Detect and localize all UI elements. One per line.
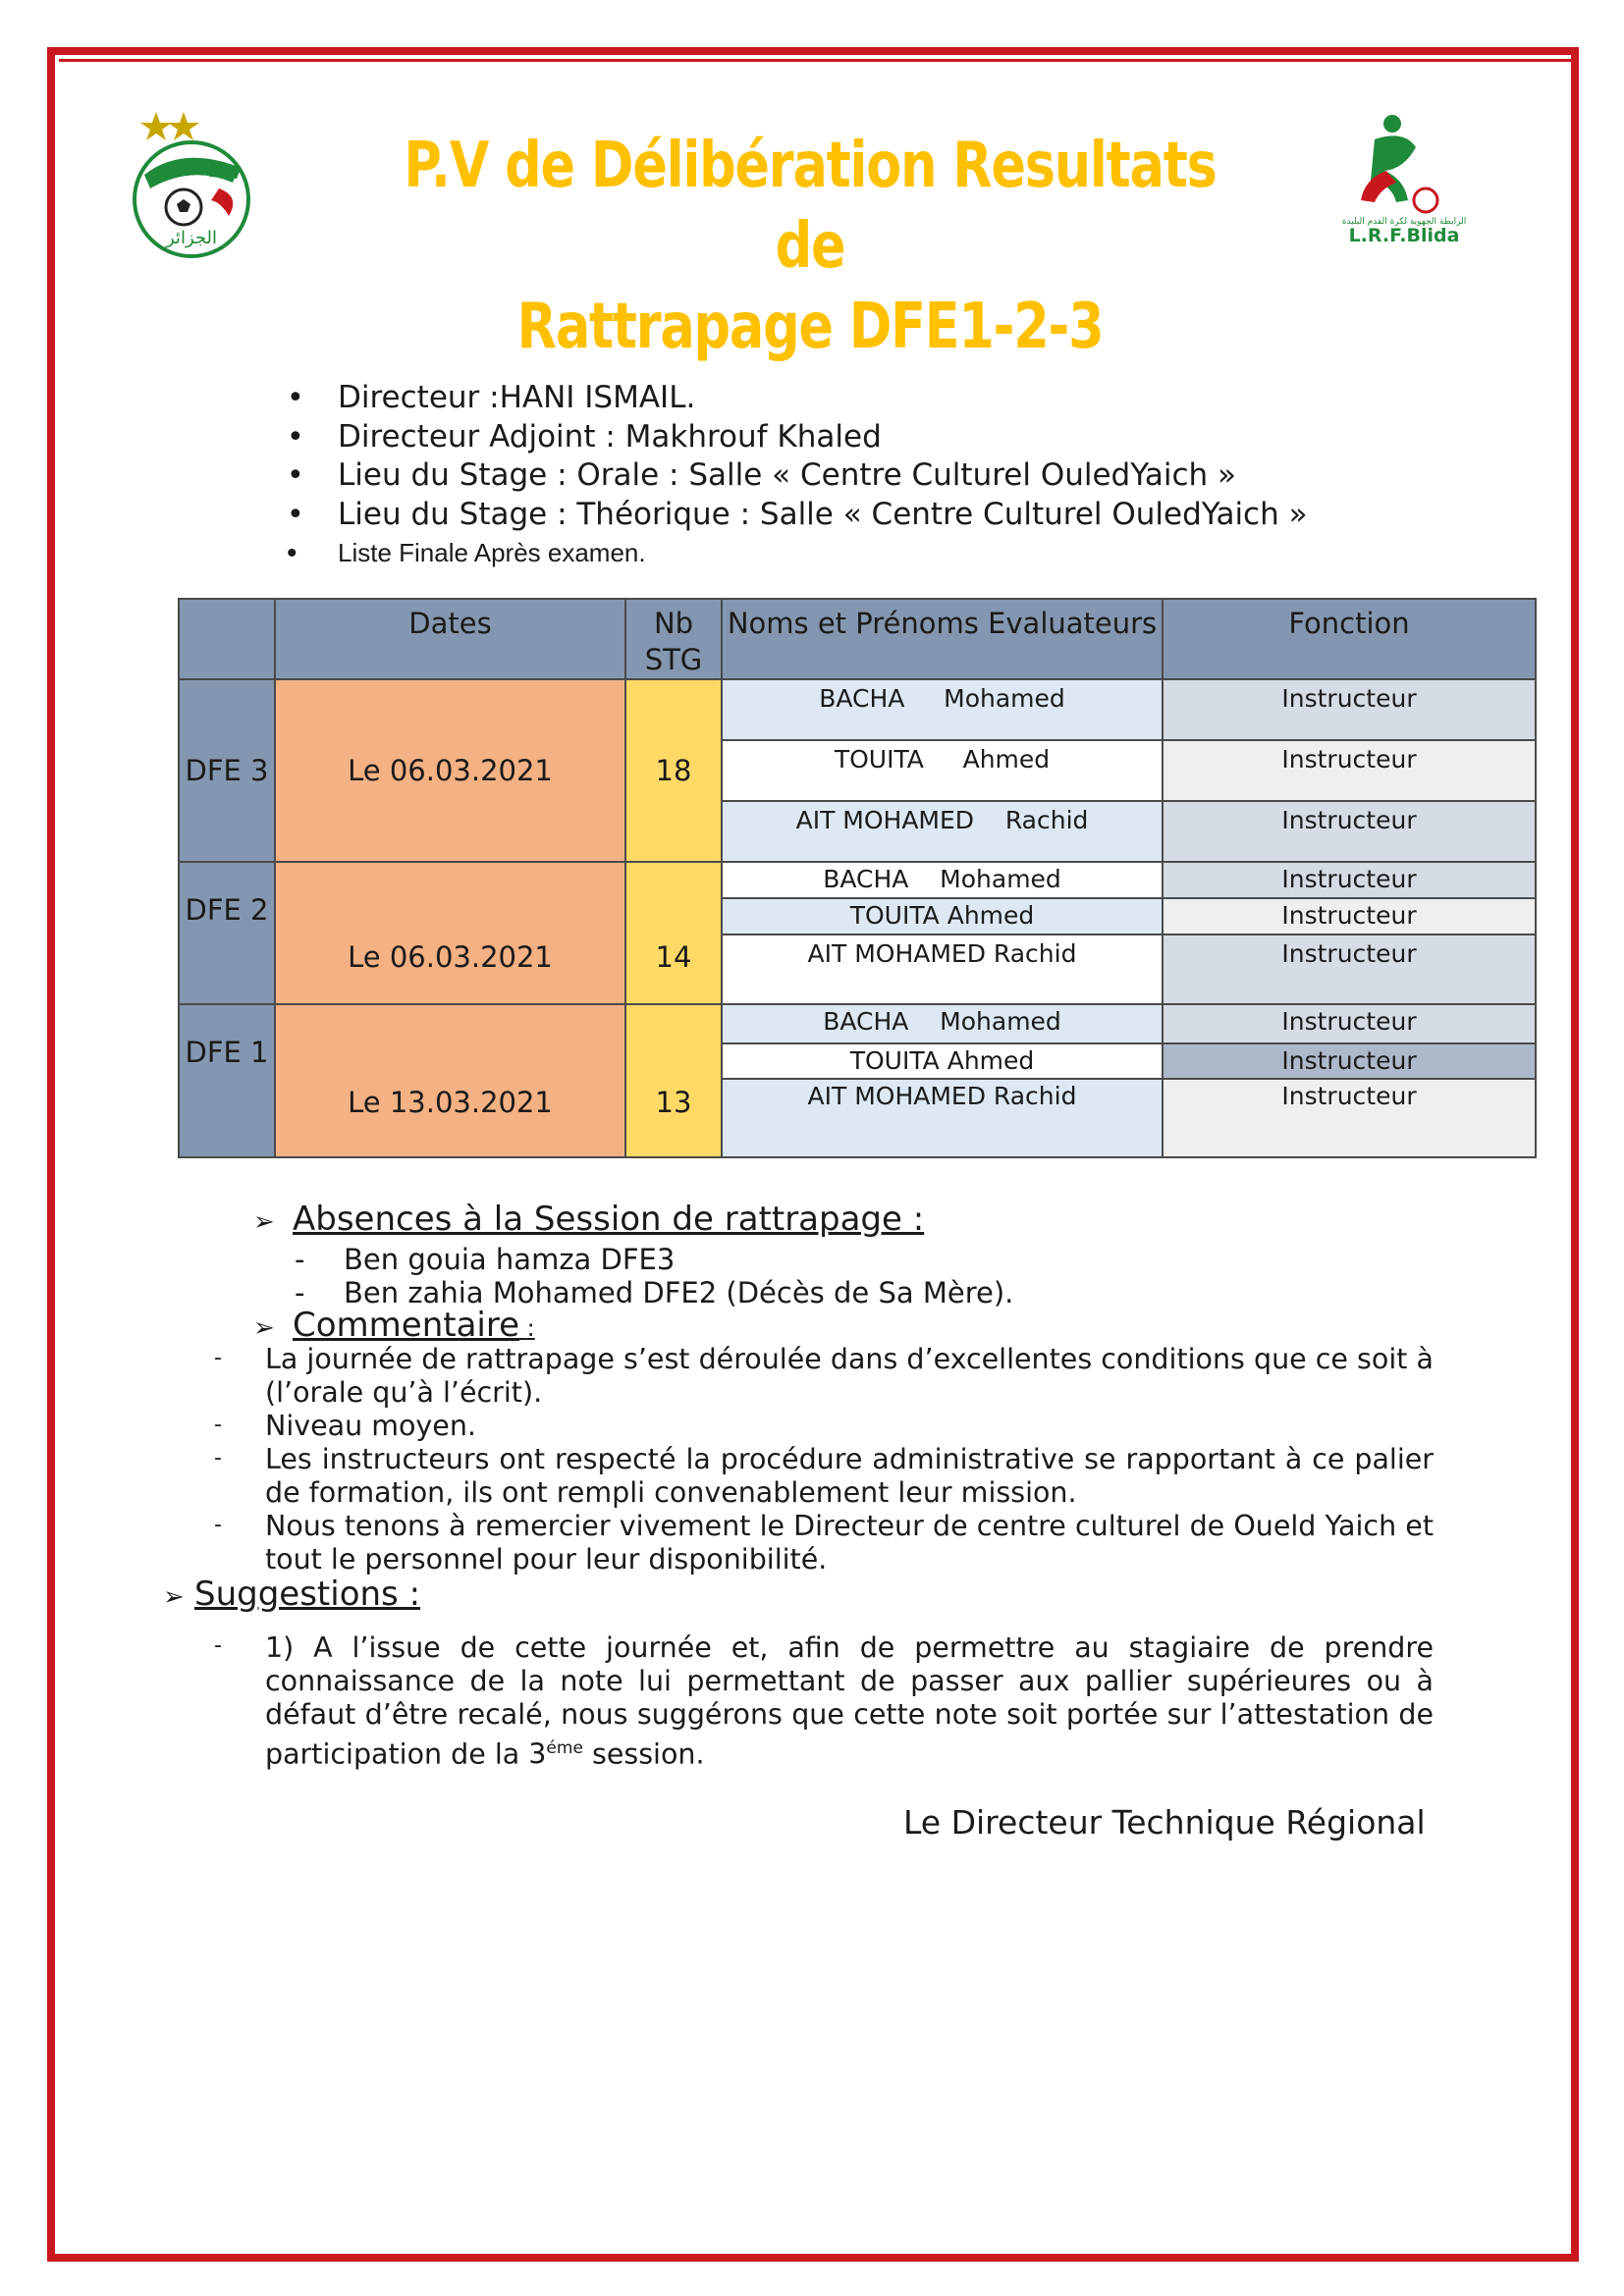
evaluator-name: BACHA Mohamed bbox=[722, 862, 1163, 898]
evaluator-name: AIT MOHAMED Rachid bbox=[722, 1079, 1163, 1157]
title-line-2: Rattrapage DFE1-2-3 bbox=[516, 291, 1104, 363]
nb-cell: 13 bbox=[625, 1004, 722, 1157]
arrow-bullet-icon: ➢ bbox=[163, 1582, 185, 1612]
absence-item: Ben zahia Mohamed DFE2 (Décès de Sa Mère). bbox=[344, 1276, 1014, 1309]
suggestion-text: 1) A l’issue de cette journée et, afin de permettre au stagiaire de prendre connaissance de la note lui permettant de passer aux pallier supérieures ou à défaut d’être recalé, nous suggérons que cette note soit portée sur l’attestation de participation de la $3^{éme}$ session. bbox=[265, 1631, 1434, 1771]
evaluator-name: TOUITA Ahmed bbox=[722, 898, 1163, 934]
comment-dash: - bbox=[214, 1413, 222, 1437]
arrow-bullet-icon: ➢ bbox=[253, 1313, 275, 1343]
absence-dash: - bbox=[295, 1276, 305, 1309]
info-list bbox=[287, 379, 1308, 573]
comment-item: La journée de rattrapage s’est déroulée dans d’excellentes conditions que ce soit à (l’orale qu’à l’écrit). bbox=[265, 1343, 1434, 1409]
header-dates: Dates bbox=[275, 599, 625, 679]
comment-dash: - bbox=[214, 1346, 222, 1370]
signature: Le Directeur Technique Régional bbox=[903, 1803, 1426, 1842]
nb-cell: 14 bbox=[625, 862, 722, 1004]
comment-item: Les instructeurs ont respecté la procédure administrative se rapportant à ce palier de formation, ils ont rempli convenablement leur mission. bbox=[265, 1443, 1434, 1509]
evaluator-name: AIT MOHAMED Rachid bbox=[722, 934, 1163, 1004]
header-noms: Noms et Prénoms Evaluateurs bbox=[722, 599, 1163, 679]
nb-cell: 18 bbox=[625, 679, 722, 862]
info-lieu-orale: • Lieu du Stage : Orale : Salle « Centre Culturel OuledYaich » bbox=[287, 456, 1308, 496]
svg-text:الرابطة الجهوية لكرة القدم الب: الرابطة الجهوية لكرة القدم البليدة bbox=[1341, 217, 1467, 227]
evaluator-role: Instructeur bbox=[1163, 1043, 1536, 1079]
suggestion-dash: - bbox=[214, 1633, 222, 1658]
lrf-logo-text: L.R.F.Blida bbox=[1348, 225, 1460, 246]
page-title bbox=[388, 126, 1233, 367]
info-liste-finale: • Liste Finale Après examen. bbox=[287, 534, 1308, 573]
evaluator-role: Instructeur bbox=[1163, 801, 1536, 862]
comment-dash: - bbox=[214, 1513, 222, 1537]
info-directeur: • Directeur :HANI ISMAIL. bbox=[287, 379, 1308, 418]
evaluators-table bbox=[178, 598, 1537, 1158]
info-directeur-adjoint: • Directeur Adjoint : Makhrouf Khaled bbox=[287, 418, 1308, 457]
header-fonction: Fonction bbox=[1163, 599, 1536, 679]
absence-item: Ben gouia hamza DFE3 bbox=[344, 1243, 676, 1276]
header-level bbox=[179, 599, 275, 679]
table-row bbox=[179, 1004, 1536, 1043]
evaluator-role: Instructeur bbox=[1163, 740, 1536, 801]
comment-item: Nous tenons à remercier vivement le Directeur de centre culturel de Oueld Yaich et tout le personnel pour leur disponibilité. bbox=[265, 1510, 1434, 1575]
arrow-bullet-icon: ➢ bbox=[253, 1207, 275, 1237]
date-cell: Le 06.03.2021 bbox=[275, 679, 625, 862]
lrf-blida-logo-icon bbox=[1335, 110, 1473, 247]
suggestions-heading: ➢ Suggestions : bbox=[163, 1575, 420, 1617]
evaluator-name: BACHA Mohamed bbox=[722, 679, 1163, 740]
evaluator-role: Instructeur bbox=[1163, 898, 1536, 934]
evaluator-name: AIT MOHAMED Rachid bbox=[722, 801, 1163, 862]
evaluator-role: Instructeur bbox=[1163, 1079, 1536, 1157]
table-header-row bbox=[179, 599, 1536, 679]
date-cell: Le 06.03.2021 bbox=[275, 862, 625, 1004]
evaluator-role: Instructeur bbox=[1163, 679, 1536, 740]
commentaire-heading: ➢ Commentaire : bbox=[253, 1306, 535, 1348]
absences-heading: ➢ Absences à la Session de rattrapage : bbox=[253, 1200, 924, 1242]
evaluator-name: TOUITA Ahmed bbox=[722, 1043, 1163, 1079]
comment-dash: - bbox=[214, 1446, 222, 1470]
level-cell: DFE 2 bbox=[179, 862, 275, 1004]
table-row bbox=[179, 679, 1536, 740]
evaluator-name: BACHA Mohamed bbox=[722, 1004, 1163, 1043]
info-lieu-theorique: • Lieu du Stage : Théorique : Salle « Centre Culturel OuledYaich » bbox=[287, 496, 1308, 535]
evaluator-name: TOUITA Ahmed bbox=[722, 740, 1163, 801]
evaluator-role: Instructeur bbox=[1163, 934, 1536, 1004]
faf-logo-text: الجزائر bbox=[166, 228, 217, 248]
level-cell: DFE 1 bbox=[179, 1004, 275, 1157]
comment-item: Niveau moyen. bbox=[265, 1410, 476, 1442]
level-cell: DFE 3 bbox=[179, 679, 275, 862]
date-cell: Le 13.03.2021 bbox=[275, 1004, 625, 1157]
table-row bbox=[179, 862, 1536, 898]
absence-dash: - bbox=[295, 1243, 305, 1276]
evaluator-role: Instructeur bbox=[1163, 862, 1536, 898]
title-line-1: P.V de Délibération Resultats de bbox=[404, 130, 1217, 283]
header-nb: Nb STG bbox=[625, 599, 722, 679]
faf-logo-icon bbox=[123, 106, 260, 263]
evaluator-role: Instructeur bbox=[1163, 1004, 1536, 1043]
